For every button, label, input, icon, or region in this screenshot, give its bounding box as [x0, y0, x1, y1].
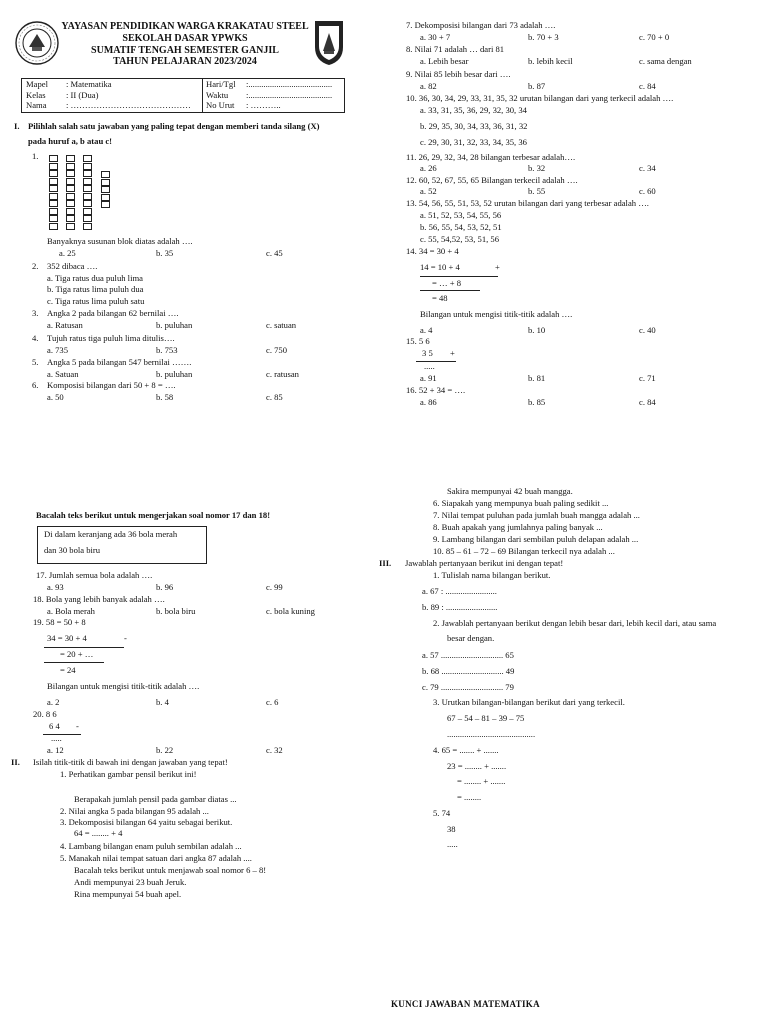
- q14-option-c[interactable]: c. 40: [639, 325, 656, 335]
- unit-block: [83, 193, 92, 200]
- essay3-item-5: 5. 74: [433, 808, 451, 818]
- essay3-item-1a[interactable]: a. 67 : ........................: [422, 586, 497, 596]
- q15-option-a[interactable]: a. 91: [420, 373, 437, 383]
- essay-item-1: 1. Perhatikan gambar pensil berikut ini!: [60, 769, 197, 779]
- school-name: SEKOLAH DASAR YPWKS: [122, 32, 248, 44]
- essay-item-7: 7. Nilai tempat puluhan pada jumlah buah mangga adalah ...: [433, 510, 640, 520]
- hari-label: Hari/Tgl: [206, 79, 236, 89]
- essay3-item-1: 1. Tulislah nama bilangan berikut.: [433, 570, 551, 580]
- q13-option-b[interactable]: b. 56, 55, 54, 53, 52, 51: [420, 222, 502, 232]
- unit-block: [101, 194, 110, 201]
- q20-minus: -: [76, 721, 79, 731]
- q10-option-a[interactable]: a. 33, 31, 35, 36, 29, 32, 30, 34: [420, 105, 527, 115]
- essay3-item-5-blank[interactable]: .....: [447, 839, 458, 849]
- q10-option-c[interactable]: c. 29, 30, 31, 32, 33, 34, 35, 36: [420, 137, 527, 147]
- q1-text: Banyaknya susunan blok diatas adalah ….: [47, 236, 193, 246]
- q9-text: 9. Nilai 85 lebih besar dari ….: [406, 69, 511, 79]
- unit-block: [49, 223, 58, 230]
- q16-option-a[interactable]: a. 86: [420, 397, 437, 407]
- essay-reading-line-3: Sakira mempunyai 42 buah mangga.: [447, 486, 573, 496]
- q7-option-c[interactable]: c. 70 + 0: [639, 32, 670, 42]
- unit-block: [66, 185, 75, 192]
- q5-option-c[interactable]: c. ratusan: [266, 369, 299, 379]
- q5-number: 5.: [32, 357, 39, 367]
- foundation-name: YAYASAN PENDIDIKAN WARGA KRAKATAU STEEL: [61, 21, 309, 32]
- student-info-box: [21, 78, 345, 113]
- essay3-item-4-line-3[interactable]: = ........ + .......: [457, 776, 506, 786]
- essay3-item-2c[interactable]: c. 79 ............................. 79: [422, 682, 514, 692]
- q11-text: 11. 26, 29, 32, 34, 28 bilangan terbesar adalah….: [406, 152, 576, 162]
- hari-value[interactable]: :.......................................: [246, 79, 333, 89]
- unit-block: [66, 170, 75, 177]
- unit-block: [101, 179, 110, 186]
- unit-block: [66, 155, 75, 162]
- q5-option-b[interactable]: b. puluhan: [156, 369, 193, 379]
- essay-item-2: 2. Nilai angka 5 pada bilangan 95 adalah ...: [60, 806, 209, 816]
- q20-line-1: 20. 8 6: [33, 709, 57, 719]
- unit-block: [49, 200, 58, 207]
- section-3-roman: III.: [379, 558, 392, 568]
- q9-option-b[interactable]: b. 87: [528, 81, 546, 91]
- section-2-title: Isilah titik-titik di bawah ini dengan jawaban yang tepat!: [33, 757, 228, 767]
- unit-block: [83, 155, 92, 162]
- nourut-value[interactable]: : ………..: [246, 100, 281, 110]
- unit-block: [83, 215, 92, 222]
- unit-block: [49, 170, 58, 177]
- q20-line-3: .....: [51, 733, 62, 743]
- q15-option-b[interactable]: b. 81: [528, 373, 546, 383]
- essay3-item-2: 2. Jawablah pertanyaan berikut dengan lebih besar dari, lebih kecil dari, atau sama: [433, 618, 717, 628]
- q6-number: 6.: [32, 380, 39, 390]
- essay-item-9: 9. Lambang bilangan dari sembilan puluh delapan adalah ...: [433, 534, 639, 544]
- essay3-item-3-numbers: 67 – 54 – 81 – 39 – 75: [447, 713, 525, 723]
- section-1-roman: I.: [14, 121, 20, 131]
- unit-block: [49, 185, 58, 192]
- unit-block: [49, 215, 58, 222]
- q18-option-c[interactable]: c. bola kuning: [266, 606, 315, 616]
- mapel-value: : Matematika: [66, 79, 112, 89]
- exam-name: SUMATIF TENGAH SEMESTER GANJIL: [91, 44, 279, 56]
- q8-text: 8. Nilai 71 adalah … dari 81: [406, 44, 505, 54]
- q3-number: 3.: [32, 308, 39, 318]
- essay3-item-2-cont: besar dengan.: [447, 633, 495, 643]
- q3-option-c[interactable]: c. satuan: [266, 320, 297, 330]
- q14-rule-2: [420, 290, 480, 291]
- essay3-item-2a[interactable]: a. 57 ............................. 65: [422, 650, 514, 660]
- section-1-instruction: Pilihlah salah satu jawaban yang paling tepat dengan memberi tanda silang (X): [28, 121, 320, 131]
- q3-option-a[interactable]: a. Ratusan: [47, 320, 83, 330]
- waktu-value[interactable]: :.......................................: [246, 90, 333, 100]
- unit-block: [101, 186, 110, 193]
- q14-option-b[interactable]: b. 10: [528, 325, 546, 335]
- q19-option-b[interactable]: b. 4: [156, 697, 169, 707]
- q6-option-b[interactable]: b. 58: [156, 392, 174, 402]
- kelas-value: : II (Dua): [66, 90, 99, 100]
- essay3-item-4[interactable]: 4. 65 = ....... + .......: [433, 745, 499, 755]
- unit-block: [66, 178, 75, 185]
- school-header: [60, 21, 310, 68]
- unit-block: [66, 223, 75, 230]
- unit-block: [66, 215, 75, 222]
- unit-block: [49, 193, 58, 200]
- essay3-item-1b[interactable]: b. 89 : ........................: [422, 602, 498, 612]
- q15-option-c[interactable]: c. 71: [639, 373, 656, 383]
- section-1-instruction-2: pada huruf a, b atau c!: [28, 136, 113, 146]
- essay-reading-line-2: Rina mempunyai 54 buah apel.: [74, 889, 182, 899]
- unit-block: [83, 223, 92, 230]
- unit-block: [101, 201, 110, 208]
- q18-option-b[interactable]: b. bola biru: [156, 606, 196, 616]
- q20-option-a[interactable]: a. 12: [47, 745, 64, 755]
- q1-option-b[interactable]: b. 35: [156, 248, 174, 258]
- essay-item-1-question: Berapakah jumlah pensil pada gambar diatas ...: [74, 794, 237, 804]
- unit-block: [83, 200, 92, 207]
- unit-block: [83, 208, 92, 215]
- q17-option-a[interactable]: a. 93: [47, 582, 64, 592]
- essay-item-4: 4. Lambang bilangan enam puluh sembilan adalah ...: [60, 841, 242, 851]
- q14-line-2: 14 = 10 + 4: [420, 262, 460, 272]
- q18-option-a[interactable]: a. Bola merah: [47, 606, 95, 616]
- unit-block: [66, 193, 75, 200]
- reading-box-line-1: Di dalam keranjang ada 36 bola merah: [44, 529, 178, 539]
- school-year: TAHUN PELAJARAN 2023/2024: [113, 56, 257, 68]
- nama-label: Nama: [26, 100, 47, 110]
- q19-line-4: = 24: [60, 665, 76, 675]
- q14-option-a[interactable]: a. 4: [420, 325, 433, 335]
- unit-block: [49, 178, 58, 185]
- q9-option-c[interactable]: c. 84: [639, 81, 656, 91]
- q10-text: 10. 36, 30, 34, 29, 33, 31, 35, 32 urutan bilangan dari yang terkecil adalah ….: [406, 93, 674, 103]
- reading-box: [37, 526, 207, 564]
- q14-plus: +: [495, 262, 500, 272]
- unit-block: [66, 163, 75, 170]
- province-crest-icon: [312, 17, 346, 67]
- q17-text: 17. Jumlah semua bola adalah ….: [36, 570, 153, 580]
- q12-text: 12. 60, 52, 67, 55, 65 Bilangan terkecil adalah ….: [406, 175, 578, 185]
- q12-option-b[interactable]: b. 55: [528, 186, 546, 196]
- essay3-item-3-blank[interactable]: .........................................: [447, 729, 536, 739]
- reading-box-line-2: dan 30 bola biru: [44, 545, 101, 555]
- essay3-item-2b[interactable]: b. 68 ............................. 49: [422, 666, 515, 676]
- q15-plus: +: [450, 348, 455, 358]
- q16-option-b[interactable]: b. 85: [528, 397, 546, 407]
- q4-option-b[interactable]: b. 753: [156, 345, 178, 355]
- unit-block: [66, 208, 75, 215]
- q13-option-a[interactable]: a. 51, 52, 53, 54, 55, 56: [420, 210, 502, 220]
- q14-rule: [420, 276, 498, 277]
- q14-text: Bilangan untuk mengisi titik-titik adalah ….: [420, 309, 573, 319]
- essay-item-5: 5. Manakah nilai tempat satuan dari angka 87 adalah ....: [60, 853, 252, 863]
- q6-option-c[interactable]: c. 85: [266, 392, 283, 402]
- waktu-label: Waktu: [206, 90, 229, 100]
- q2-option-c[interactable]: c. Tiga ratus lima puluh satu: [47, 296, 145, 306]
- q16-text: 16. 52 + 34 = ….: [406, 385, 466, 395]
- q2-text: 352 dibaca ….: [47, 261, 98, 271]
- q1-option-a[interactable]: a. 25: [59, 248, 76, 258]
- essay-reading-instruction: Bacalah teks berikut untuk menjawab soal nomor 6 – 8!: [74, 865, 267, 875]
- essay-item-8: 8. Buah apakah yang jumlahnya paling banyak ...: [433, 522, 603, 532]
- q19-option-c[interactable]: c. 6: [266, 697, 279, 707]
- q20-rule: [43, 734, 81, 735]
- q14-line-1: 14. 34 = 30 + 4: [406, 246, 459, 256]
- q2-option-a[interactable]: a. Tiga ratus dua puluh lima: [47, 273, 143, 283]
- q11-option-b[interactable]: b. 32: [528, 163, 546, 173]
- q19-line-1: 19. 58 = 50 + 8: [33, 617, 86, 627]
- q17-option-b[interactable]: b. 96: [156, 582, 174, 592]
- q19-minus: -: [124, 633, 127, 643]
- essay-item-3-blank[interactable]: 64 = ........ + 4: [74, 828, 123, 838]
- q11-option-a[interactable]: a. 26: [420, 163, 437, 173]
- q1-number: 1.: [32, 151, 39, 161]
- q4-option-c[interactable]: c. 750: [266, 345, 288, 355]
- essay3-item-4-line-2[interactable]: 23 = ........ + .......: [447, 761, 507, 771]
- q3-text: Angka 2 pada bilangan 62 bernilai ….: [47, 308, 179, 318]
- unit-block: [49, 163, 58, 170]
- essay3-item-5-line-2: 38: [447, 824, 456, 834]
- kelas-label: Kelas: [26, 90, 46, 100]
- q2-number: 2.: [32, 261, 39, 271]
- essay-item-10: 10. 85 – 61 – 72 – 69 Bilangan terkecil nya adalah ...: [433, 546, 615, 556]
- q8-option-b[interactable]: b. lebih kecil: [528, 56, 573, 66]
- unit-block: [83, 163, 92, 170]
- q11-option-c[interactable]: c. 34: [639, 163, 656, 173]
- q14-line-3: = … + 8: [432, 278, 462, 288]
- unit-block: [101, 171, 110, 178]
- q1-option-c[interactable]: c. 45: [266, 248, 283, 258]
- essay3-item-3: 3. Urutkan bilangan-bilangan berikut dari yang terkecil.: [433, 697, 625, 707]
- q7-option-b[interactable]: b. 70 + 3: [528, 32, 559, 42]
- q8-option-a[interactable]: a. Lebih besar: [420, 56, 469, 66]
- essay-reading-line-1: Andi mempunyai 23 buah Jeruk.: [74, 877, 187, 887]
- q15-line-2: 3 5: [422, 348, 433, 358]
- q13-text: 13. 54, 56, 55, 51, 53, 52 urutan bilangan dari yang terbesar adalah ….: [406, 198, 649, 208]
- q4-text: Tujuh ratus tiga puluh lima ditulis….: [47, 333, 175, 343]
- unit-block: [83, 185, 92, 192]
- mapel-label: Mapel: [26, 79, 48, 89]
- essay-item-3: 3. Dekomposisi bilangan 64 yaitu sebagai berikut.: [60, 817, 233, 827]
- q3-option-b[interactable]: b. puluhan: [156, 320, 193, 330]
- q19-text: Bilangan untuk mengisi titik-titik adalah ….: [47, 681, 200, 691]
- q15-line-1: 15. 5 6: [406, 336, 430, 346]
- school-emblem-icon: [14, 20, 60, 66]
- essay-item-6: 6. Siapakah yang mempunya buah paling sedikit ...: [433, 498, 609, 508]
- answer-key-title: KUNCI JAWABAN MATEMATIKA: [391, 999, 540, 1009]
- section-3-title: Jawablah pertanyaan berikut ini dengan tepat!: [405, 558, 564, 568]
- q19-rule: [44, 647, 124, 648]
- section-2-roman: II.: [11, 757, 20, 767]
- q16-option-c[interactable]: c. 84: [639, 397, 656, 407]
- q7-text: 7. Dekomposisi bilangan dari 73 adalah ….: [406, 20, 556, 30]
- q12-option-a[interactable]: a. 52: [420, 186, 437, 196]
- unit-block: [83, 170, 92, 177]
- q5-text: Angka 5 pada bilangan 547 bernilai …….: [47, 357, 192, 367]
- q20-option-b[interactable]: b. 22: [156, 745, 174, 755]
- unit-block: [83, 178, 92, 185]
- q19-line-2: 34 = 30 + 4: [47, 633, 87, 643]
- block-figure: [49, 155, 119, 235]
- q19-option-a[interactable]: a. 2: [47, 697, 60, 707]
- q19-line-3: = 20 + …: [60, 649, 94, 659]
- q17-option-c[interactable]: c. 99: [266, 582, 283, 592]
- q19-rule-2: [44, 662, 104, 663]
- essay3-item-4-line-4[interactable]: = ........: [457, 792, 482, 802]
- nourut-label: No Urut: [206, 100, 235, 110]
- reading-title: Bacalah teks berikut untuk mengerjakan soal nomor 17 dan 18!: [36, 510, 271, 520]
- q15-rule: [416, 361, 456, 362]
- nama-value[interactable]: : ……………………………………: [66, 100, 191, 110]
- unit-block: [49, 155, 58, 162]
- q10-option-b[interactable]: b. 29, 35, 30, 34, 33, 36, 31, 32: [420, 121, 528, 131]
- q13-option-c[interactable]: c. 55, 54,52, 53, 51, 56: [420, 234, 500, 244]
- q12-option-c[interactable]: c. 60: [639, 186, 656, 196]
- q6-text: Komposisi bilangan dari 50 + 8 = ….: [47, 380, 176, 390]
- unit-block: [49, 208, 58, 215]
- q7-option-a[interactable]: a. 30 + 7: [420, 32, 451, 42]
- unit-block: [66, 200, 75, 207]
- q15-line-3: .....: [424, 361, 435, 371]
- q14-line-4: = 48: [432, 293, 448, 303]
- q2-option-b[interactable]: b. Tiga ratus lima puluh dua: [47, 284, 144, 294]
- q18-text: 18. Bola yang lebih banyak adalah ….: [33, 594, 165, 604]
- q5-option-a[interactable]: a. Satuan: [47, 369, 79, 379]
- q20-option-c[interactable]: c. 32: [266, 745, 283, 755]
- q4-option-a[interactable]: a. 735: [47, 345, 69, 355]
- q6-option-a[interactable]: a. 50: [47, 392, 64, 402]
- q4-number: 4.: [32, 333, 39, 343]
- q9-option-a[interactable]: a. 82: [420, 81, 437, 91]
- q20-line-2: 6 4: [49, 721, 60, 731]
- q8-option-c[interactable]: c. sama dengan: [639, 56, 692, 66]
